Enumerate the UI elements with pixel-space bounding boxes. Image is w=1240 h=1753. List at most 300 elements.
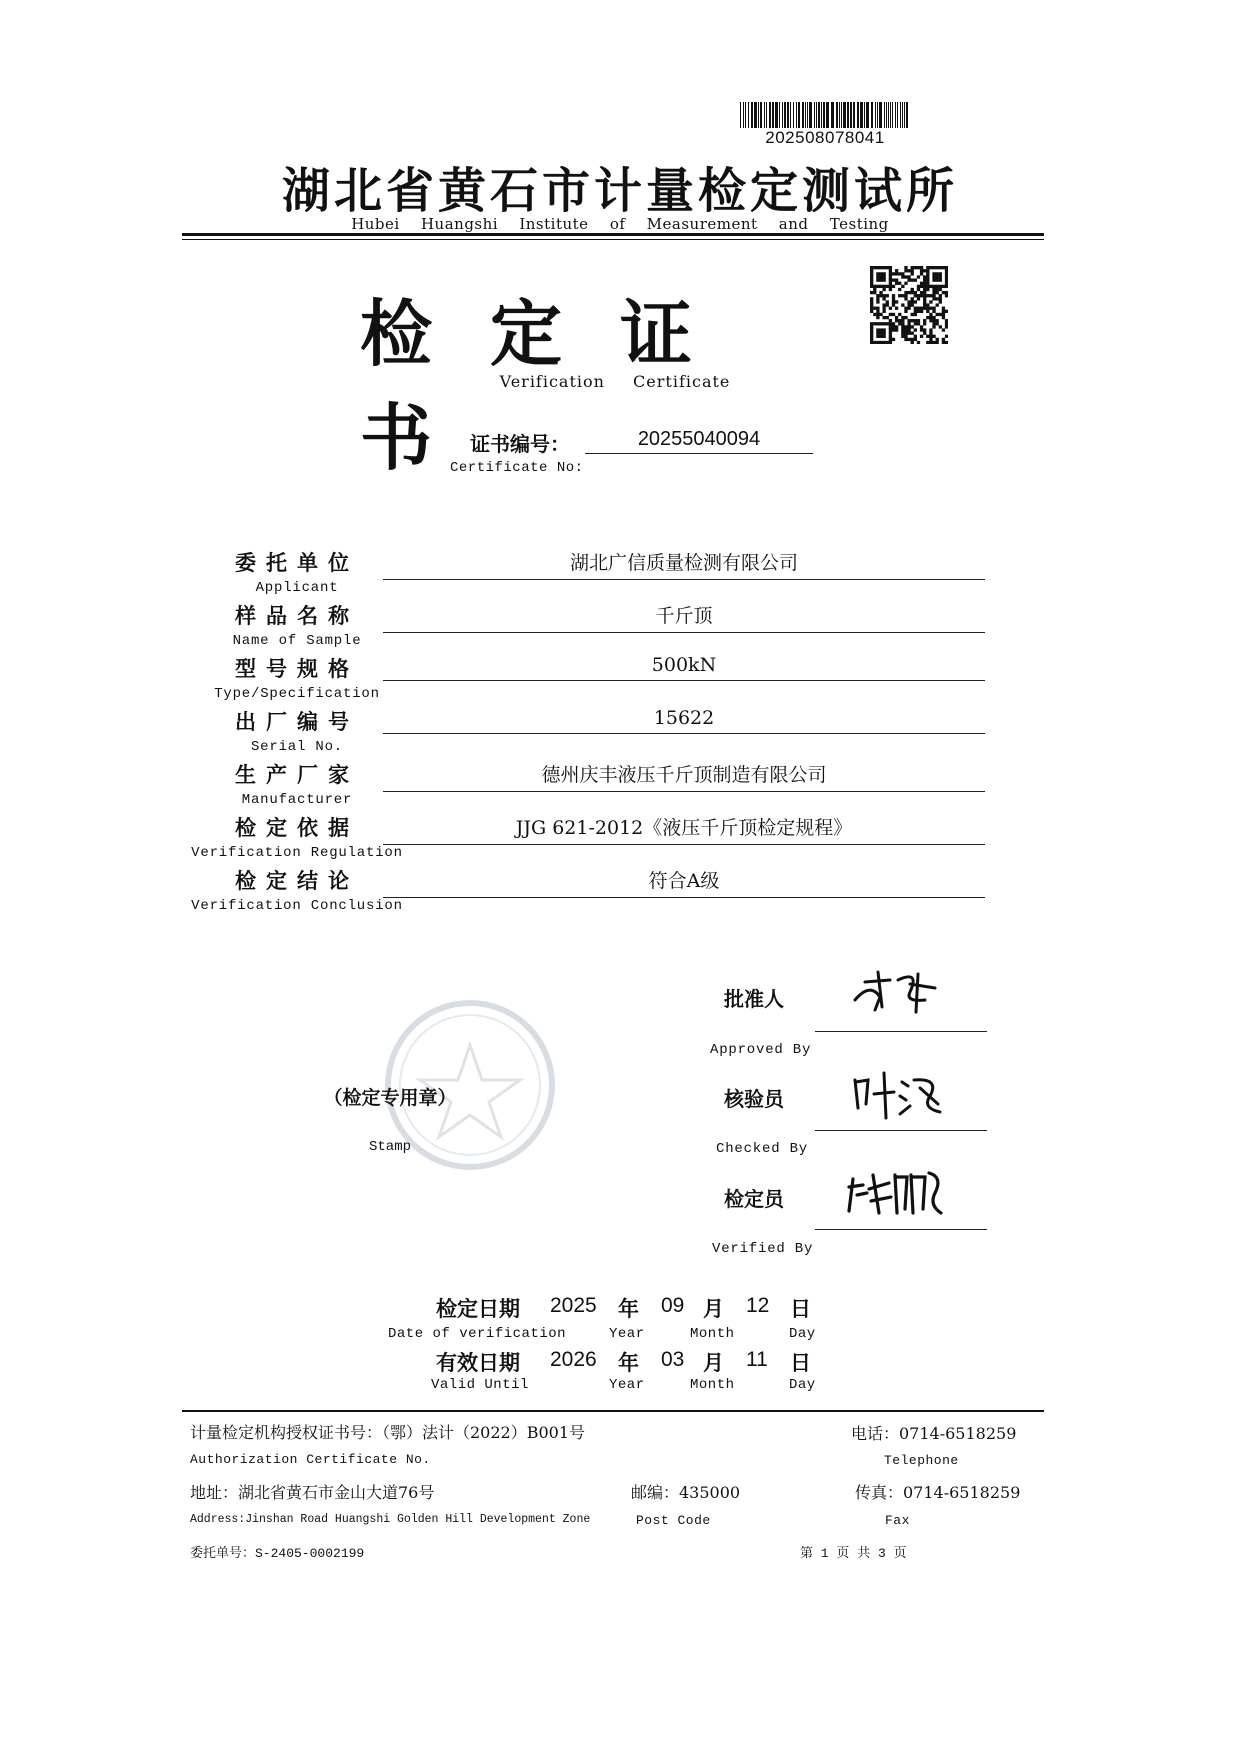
qr-module	[917, 297, 920, 300]
qr-module	[932, 325, 935, 328]
qr-module	[911, 341, 914, 344]
qr-module	[911, 278, 914, 281]
qr-module	[939, 266, 942, 269]
valid-until-day-en: Day	[789, 1377, 816, 1393]
qr-module	[929, 335, 932, 338]
qr-module	[876, 313, 879, 316]
qr-module	[929, 313, 932, 316]
barcode-graphic	[740, 102, 910, 128]
qr-module	[929, 266, 932, 269]
field-regulation-value: JJG 621-2012《液压千斤顶检定规程》	[383, 813, 985, 845]
barcode-bar	[775, 102, 778, 128]
qr-module	[882, 307, 885, 310]
qr-module	[945, 272, 948, 275]
qr-module	[932, 278, 935, 281]
verification-date-label: 检定日期	[436, 1297, 520, 1321]
qr-module	[920, 269, 923, 272]
barcode-bar	[897, 102, 898, 128]
qr-module	[914, 313, 917, 316]
qr-module	[926, 307, 929, 310]
verification-month-unit: 月	[703, 1297, 724, 1321]
qr-module	[873, 322, 876, 325]
qr-module	[876, 294, 879, 297]
qr-module	[907, 278, 910, 281]
qr-module	[895, 278, 898, 281]
valid-until-label: 有效日期	[436, 1351, 520, 1375]
header-rule-thick	[182, 233, 1044, 236]
verification-year: 2025	[550, 1294, 597, 1317]
qr-module	[923, 332, 926, 335]
qr-module	[945, 278, 948, 281]
qr-module	[904, 269, 907, 272]
qr-module	[923, 285, 926, 288]
qr-module	[923, 278, 926, 281]
qr-module	[920, 285, 923, 288]
qr-module	[886, 294, 889, 297]
qr-module	[898, 288, 901, 291]
qr-module	[879, 278, 882, 281]
institute-name-en: Hubei Huangshi Institute of Measurement and Testing	[351, 215, 889, 233]
qr-module	[901, 303, 904, 306]
qr-module	[882, 328, 885, 331]
qr-module	[901, 332, 904, 335]
qr-module	[886, 285, 889, 288]
qr-module	[907, 338, 910, 341]
valid-until-label-en: Valid Until	[431, 1377, 529, 1393]
qr-module	[876, 266, 879, 269]
valid-until-day-unit: 日	[790, 1351, 811, 1375]
qr-module	[920, 266, 923, 269]
qr-module	[911, 313, 914, 316]
qr-module	[920, 282, 923, 285]
barcode-bar	[748, 102, 749, 128]
qr-module	[926, 310, 929, 313]
authorization-number: 计量检定机构授权证书号：（鄂）法计（2022）B001号	[190, 1423, 586, 1442]
qr-module	[923, 307, 926, 310]
qr-module	[926, 335, 929, 338]
qr-module	[870, 300, 873, 303]
qr-module	[945, 291, 948, 294]
qr-module	[876, 332, 879, 335]
qr-module	[870, 275, 873, 278]
qr-module	[889, 307, 892, 310]
barcode-bar	[740, 102, 741, 128]
qr-module	[889, 332, 892, 335]
certificate-no-label: 证书编号：	[470, 432, 570, 456]
barcode-bar	[743, 102, 744, 128]
qr-module	[920, 272, 923, 275]
qr-module	[914, 319, 917, 322]
qr-module	[936, 288, 939, 291]
qr-module	[879, 285, 882, 288]
barcode-bar	[895, 102, 896, 128]
barcode-bar	[900, 102, 901, 128]
qr-module	[882, 310, 885, 313]
qr-module	[942, 285, 945, 288]
qr-module	[889, 272, 892, 275]
qr-module	[914, 328, 917, 331]
qr-module	[882, 288, 885, 291]
qr-module	[870, 278, 873, 281]
qr-module	[914, 310, 917, 313]
qr-module	[870, 303, 873, 306]
qr-module	[892, 325, 895, 328]
qr-module	[889, 319, 892, 322]
qr-module	[879, 266, 882, 269]
qr-module	[926, 288, 929, 291]
qr-module	[873, 285, 876, 288]
qr-module	[932, 316, 935, 319]
field-serial-label-en: Serial No.	[250, 739, 343, 755]
approved-by-label: 批准人	[724, 987, 784, 1011]
address-label-en: Address:Jinshan Road Huangshi Golden Hill Development Zone	[190, 1513, 591, 1526]
barcode-bar	[860, 102, 863, 128]
qr-module	[932, 291, 935, 294]
verification-month: 09	[661, 1294, 685, 1317]
field-manufacturer-label: 生产厂家	[235, 763, 359, 787]
address: 地址：湖北省黄石市金山大道76号	[190, 1483, 435, 1502]
qr-module	[936, 313, 939, 316]
qr-module	[923, 269, 926, 272]
qr-module	[889, 282, 892, 285]
qr-module	[942, 338, 945, 341]
approved-by-label-en: Approved By	[710, 1042, 812, 1058]
qr-module	[920, 310, 923, 313]
barcode-bar	[879, 102, 882, 128]
qr-module	[870, 335, 873, 338]
qr-module	[889, 275, 892, 278]
qr-module	[876, 300, 879, 303]
qr-module	[892, 285, 895, 288]
barcode-bar	[818, 102, 820, 128]
verified-by-label: 检定员	[724, 1187, 784, 1211]
field-type-label: 型号规格	[235, 657, 359, 681]
qr-module	[936, 319, 939, 322]
qr-module	[932, 285, 935, 288]
qr-module	[907, 307, 910, 310]
barcode-bar	[839, 102, 840, 128]
qr-module	[882, 335, 885, 338]
qr-module	[882, 278, 885, 281]
qr-module	[932, 266, 935, 269]
qr-module	[904, 297, 907, 300]
qr-module	[932, 294, 935, 297]
qr-module	[907, 275, 910, 278]
qr-module	[895, 282, 898, 285]
qr-module	[929, 328, 932, 331]
qr-module	[876, 322, 879, 325]
qr-module	[929, 294, 932, 297]
field-sample-label-en: Name of Sample	[232, 633, 362, 649]
qr-module	[942, 266, 945, 269]
qr-module	[873, 266, 876, 269]
qr-module	[904, 294, 907, 297]
qr-module	[917, 275, 920, 278]
qr-module	[873, 307, 876, 310]
qr-module	[939, 313, 942, 316]
authorization-label-en: Authorization Certificate No.	[190, 1452, 431, 1467]
barcode-bar	[766, 102, 767, 128]
qr-module	[926, 278, 929, 281]
qr-module	[923, 328, 926, 331]
barcode-bar	[857, 102, 859, 128]
valid-until-month: 03	[661, 1348, 685, 1371]
certificate-no-label-en: Certificate No:	[450, 460, 584, 476]
verifier-signature	[845, 1165, 945, 1220]
qr-module	[945, 269, 948, 272]
qr-module	[914, 335, 917, 338]
verification-month-en: Month	[690, 1326, 735, 1342]
qr-module	[879, 332, 882, 335]
qr-module	[914, 300, 917, 303]
qr-module	[911, 303, 914, 306]
barcode-bar	[787, 102, 789, 128]
qr-module	[870, 291, 873, 294]
field-serial-label: 出厂编号	[235, 710, 359, 734]
qr-module	[914, 291, 917, 294]
field-type-value: 500kN	[383, 654, 985, 681]
barcode-number: 202508078041	[765, 128, 885, 147]
qr-module	[870, 338, 873, 341]
barcode-bar	[836, 102, 838, 128]
qr-module	[911, 288, 914, 291]
qr-module	[901, 272, 904, 275]
institute-name-cn: 湖北省黄石市计量检定测试所	[281, 163, 958, 219]
qr-module	[901, 325, 904, 328]
qr-module	[904, 335, 907, 338]
stamp-label: （检定专用章）	[323, 1087, 457, 1109]
qr-module	[923, 282, 926, 285]
qr-module	[901, 285, 904, 288]
qr-module	[942, 307, 945, 310]
qr-module	[939, 325, 942, 328]
qr-module	[932, 319, 935, 322]
qr-module	[876, 272, 879, 275]
qr-module	[929, 319, 932, 322]
qr-module	[889, 266, 892, 269]
qr-module	[876, 275, 879, 278]
barcode-bar	[877, 102, 878, 128]
qr-module	[911, 338, 914, 341]
qr-module	[929, 307, 932, 310]
qr-module	[895, 325, 898, 328]
field-serial-value: 15622	[383, 707, 985, 734]
barcode-bar	[802, 102, 804, 128]
barcode-bar	[758, 102, 759, 128]
qr-module	[932, 310, 935, 313]
qr-module	[889, 322, 892, 325]
checked-by-label-en: Checked By	[716, 1141, 809, 1157]
qr-module	[879, 328, 882, 331]
qr-module	[914, 322, 917, 325]
barcode-bar	[875, 102, 876, 128]
qr-module	[923, 294, 926, 297]
qr-module	[904, 310, 907, 313]
field-sample-label: 样品名称	[235, 604, 359, 628]
field-manufacturer-label-en: Manufacturer	[241, 792, 353, 808]
qr-module	[898, 313, 901, 316]
qr-module	[945, 335, 948, 338]
qr-module	[873, 288, 876, 291]
field-regulation-label: 检定依据	[235, 816, 359, 840]
qr-module	[929, 285, 932, 288]
qr-module	[904, 332, 907, 335]
page-info: 第 1 页 共 3 页	[800, 1546, 907, 1561]
barcode-bar	[904, 102, 905, 128]
qr-module	[879, 275, 882, 278]
barcode-bar	[906, 102, 908, 128]
qr-module	[939, 275, 942, 278]
barcode-bar	[823, 102, 825, 128]
qr-module	[892, 300, 895, 303]
qr-module	[917, 310, 920, 313]
qr-module	[870, 285, 873, 288]
approved-by-line	[815, 1031, 987, 1032]
qr-module	[942, 310, 945, 313]
qr-module	[895, 316, 898, 319]
approver-signature	[850, 962, 940, 1017]
qr-module	[926, 282, 929, 285]
qr-module	[904, 291, 907, 294]
qr-module	[929, 332, 932, 335]
qr-module	[936, 278, 939, 281]
verified-by-line	[815, 1229, 987, 1230]
qr-module	[936, 285, 939, 288]
barcode-bar	[902, 102, 903, 128]
verification-year-en: Year	[609, 1326, 645, 1342]
qr-module	[892, 297, 895, 300]
qr-module	[945, 285, 948, 288]
qr-module	[932, 307, 935, 310]
qr-module	[870, 325, 873, 328]
field-regulation-label-en: Verification Regulation	[191, 845, 403, 861]
qr-module	[929, 300, 932, 303]
qr-module	[879, 294, 882, 297]
qr-module	[895, 328, 898, 331]
barcode-bar	[751, 102, 753, 128]
qr-module	[882, 266, 885, 269]
qr-module	[898, 319, 901, 322]
verification-day: 12	[746, 1294, 770, 1317]
qr-module	[892, 328, 895, 331]
verification-day-en: Day	[789, 1326, 816, 1342]
qr-module	[895, 307, 898, 310]
qr-module	[932, 275, 935, 278]
order-number: 委托单号：S-2405-0002199	[190, 1546, 365, 1561]
qr-module	[929, 316, 932, 319]
verification-day-unit: 日	[790, 1297, 811, 1321]
fax-number: 传真：0714-6518259	[855, 1483, 1021, 1502]
qr-module	[882, 322, 885, 325]
qr-module	[907, 269, 910, 272]
qr-module	[895, 269, 898, 272]
qr-module	[904, 282, 907, 285]
qr-module	[917, 307, 920, 310]
qr-module	[901, 322, 904, 325]
qr-module	[892, 313, 895, 316]
barcode-bar	[769, 102, 771, 128]
barcode-bar	[892, 102, 893, 128]
qr-module	[876, 285, 879, 288]
qr-module	[939, 278, 942, 281]
document-title-en: Verification Certificate	[499, 372, 731, 391]
field-applicant-label: 委托单位	[235, 551, 359, 575]
qr-module	[882, 294, 885, 297]
qr-module	[917, 288, 920, 291]
footer-rule	[182, 1410, 1044, 1412]
document-title-cn: 检定证书	[360, 292, 751, 480]
qr-module	[926, 269, 929, 272]
barcode-bar	[871, 102, 873, 128]
qr-module	[926, 266, 929, 269]
qr-module	[904, 325, 907, 328]
qr-module	[945, 341, 948, 344]
qr-module	[911, 297, 914, 300]
field-applicant-label-en: Applicant	[255, 580, 339, 596]
qr-module	[923, 322, 926, 325]
barcode-bar	[886, 102, 887, 128]
qr-module	[945, 310, 948, 313]
barcode-bar	[784, 102, 786, 128]
qr-module	[936, 303, 939, 306]
qr-module	[911, 332, 914, 335]
field-sample-value: 千斤顶	[383, 601, 985, 633]
qr-module	[892, 303, 895, 306]
qr-module	[936, 291, 939, 294]
qr-module	[911, 300, 914, 303]
phone-label-en: Telephone	[884, 1453, 959, 1468]
phone-number: 电话：0714-6518259	[851, 1424, 1017, 1443]
qr-module	[945, 319, 948, 322]
qr-module	[942, 313, 945, 316]
qr-module	[907, 319, 910, 322]
valid-until-year: 2026	[550, 1348, 597, 1371]
qr-module	[932, 335, 935, 338]
qr-module	[945, 325, 948, 328]
barcode-bar	[866, 102, 869, 128]
qr-module	[942, 316, 945, 319]
qr-module	[879, 272, 882, 275]
qr-module	[939, 300, 942, 303]
qr-module	[939, 297, 942, 300]
qr-module	[879, 291, 882, 294]
verified-by-label-en: Verified By	[712, 1241, 814, 1257]
barcode-bar	[745, 102, 746, 128]
barcode-bar	[816, 102, 817, 128]
barcode-bar	[884, 102, 885, 128]
barcode-bar	[847, 102, 849, 128]
qr-module	[889, 335, 892, 338]
qr-module	[876, 341, 879, 344]
qr-module	[907, 303, 910, 306]
qr-module	[926, 285, 929, 288]
qr-module	[926, 341, 929, 344]
qr-module	[945, 275, 948, 278]
qr-module	[870, 282, 873, 285]
qr-module	[889, 288, 892, 291]
qr-module	[939, 272, 942, 275]
qr-module	[904, 328, 907, 331]
qr-module	[917, 319, 920, 322]
qr-module	[876, 278, 879, 281]
qr-module	[873, 291, 876, 294]
qr-module	[904, 316, 907, 319]
barcode-bar	[826, 102, 829, 128]
qr-module	[911, 291, 914, 294]
qr-module	[879, 341, 882, 344]
qr-module	[870, 272, 873, 275]
qr-module	[907, 300, 910, 303]
